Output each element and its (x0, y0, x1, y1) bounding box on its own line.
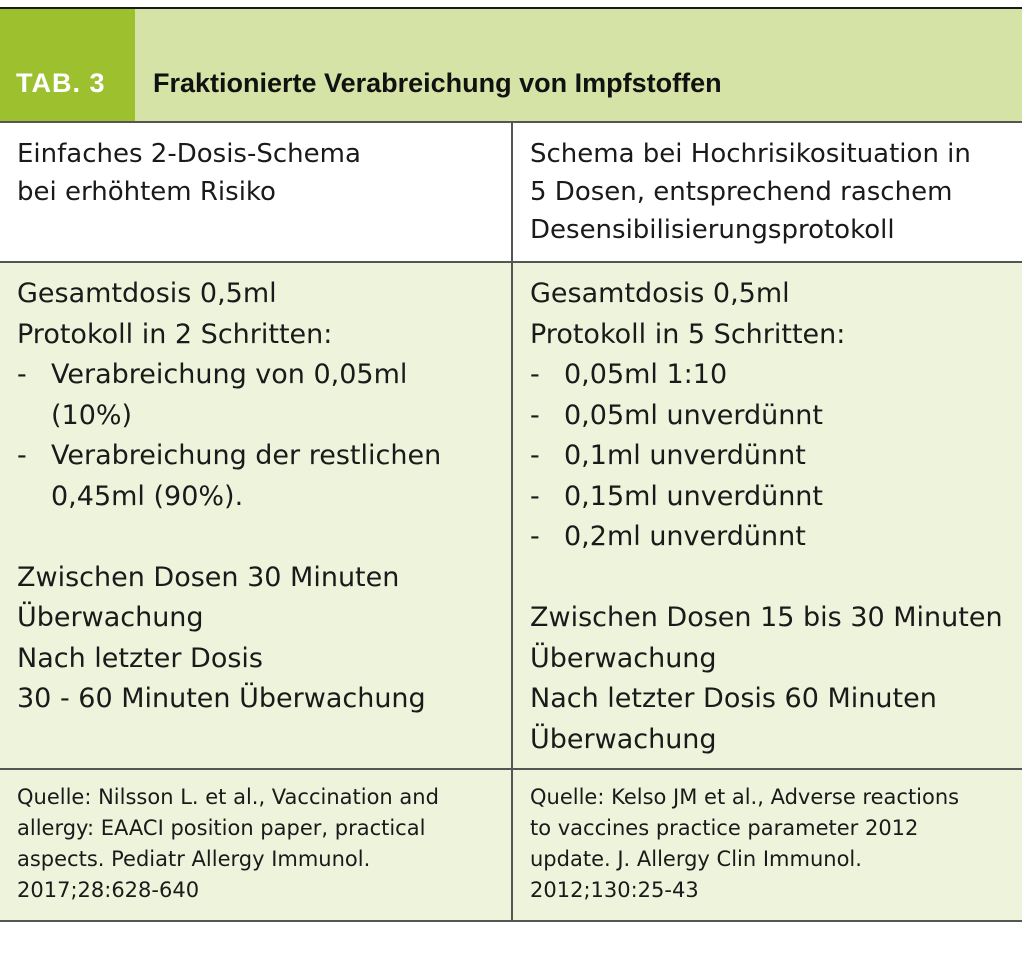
source-cell-1 (0, 770, 511, 920)
heading-line: Schema bei Hochrisikosituation in (530, 139, 971, 169)
monitoring-text: Überwachung (530, 723, 717, 755)
protocol-step (530, 355, 1008, 396)
source-row (0, 768, 1022, 922)
source-text: 2017;28:628-640 (17, 878, 200, 902)
step-dash: - (530, 521, 540, 552)
step-dash: - (530, 399, 540, 431)
source-text: 2012;130:25-43 (530, 878, 699, 902)
heading-line: Desensibilisierungsprotokoll (530, 215, 895, 245)
vaccine-table (0, 7, 1022, 922)
protocol-step (530, 396, 1008, 437)
protocol-label: Protokoll in 2 Schritten: (17, 318, 333, 350)
protocol-cell-2 (511, 263, 1022, 768)
protocol-label: Protokoll in 5 Schritten: (530, 318, 846, 350)
monitoring-text: Nach letzter Dosis 60 Minuten (530, 683, 937, 714)
source-text: allergy: EAACI position paper, practical (17, 816, 426, 840)
monitoring-text: Überwachung (17, 602, 204, 633)
source-cell-2 (511, 770, 1022, 920)
source-text: update. J. Allergy Clin Immunol. (530, 847, 862, 871)
step-text: 0,05ml 1:10 (564, 359, 728, 390)
step-text: 0,15ml unverdünnt (564, 480, 824, 512)
source-text: Quelle: Nilsson L. et al., Vaccination and (17, 785, 439, 809)
heading-cell-1 (0, 123, 511, 261)
step-text: 0,05ml unverdünnt (564, 399, 824, 431)
step-dash: - (530, 480, 540, 512)
protocol-step (530, 436, 1008, 477)
total-dose: Gesamtdosis 0,5ml (530, 278, 790, 309)
step-text: 0,2ml unverdünnt (564, 521, 806, 552)
step-dash: - (530, 359, 540, 390)
step-text: 0,45ml (90%). (51, 480, 244, 512)
step-dash: - (17, 440, 27, 471)
step-text: (10%) (51, 399, 133, 431)
heading-line: bei erhöhtem Risiko (17, 177, 276, 207)
heading-line: 5 Dosen, entsprechend raschem (530, 177, 953, 207)
column-heading-row (0, 121, 1022, 261)
protocol-step (530, 477, 1008, 518)
step-text: Verabreichung der restlichen (51, 440, 442, 471)
table-title: Fraktionierte Verabreichung von Impfstoffen (135, 9, 1022, 121)
total-dose: Gesamtdosis 0,5ml (17, 278, 277, 309)
heading-line: Einfaches 2-Dosis-Schema (17, 139, 361, 169)
monitoring-text: Zwischen Dosen 30 Minuten (17, 561, 400, 593)
monitoring-text: Nach letzter Dosis (17, 642, 263, 674)
step-dash: - (17, 359, 27, 390)
protocol-row (0, 261, 1022, 768)
step-text: 0,1ml unverdünnt (564, 440, 806, 471)
step-text: Verabreichung von 0,05ml (51, 359, 408, 390)
table-number-tag: TAB. 3 (0, 9, 135, 121)
protocol-step (530, 517, 1008, 558)
monitoring-text: 30 - 60 Minuten Überwachung (17, 683, 426, 714)
protocol-step (17, 436, 497, 517)
source-text: aspects. Pediatr Allergy Immunol. (17, 847, 371, 871)
monitoring-text: Zwischen Dosen 15 bis 30 Minuten (530, 602, 1003, 633)
source-text: Quelle: Kelso JM et al., Adverse reactions (530, 785, 960, 809)
step-dash: - (530, 440, 540, 471)
table-header (0, 7, 1022, 121)
protocol-cell-1 (0, 263, 511, 768)
source-text: to vaccines practice parameter 2012 (530, 816, 919, 840)
protocol-step (17, 355, 497, 436)
heading-cell-2 (511, 123, 1022, 261)
monitoring-text: Überwachung (530, 642, 717, 674)
